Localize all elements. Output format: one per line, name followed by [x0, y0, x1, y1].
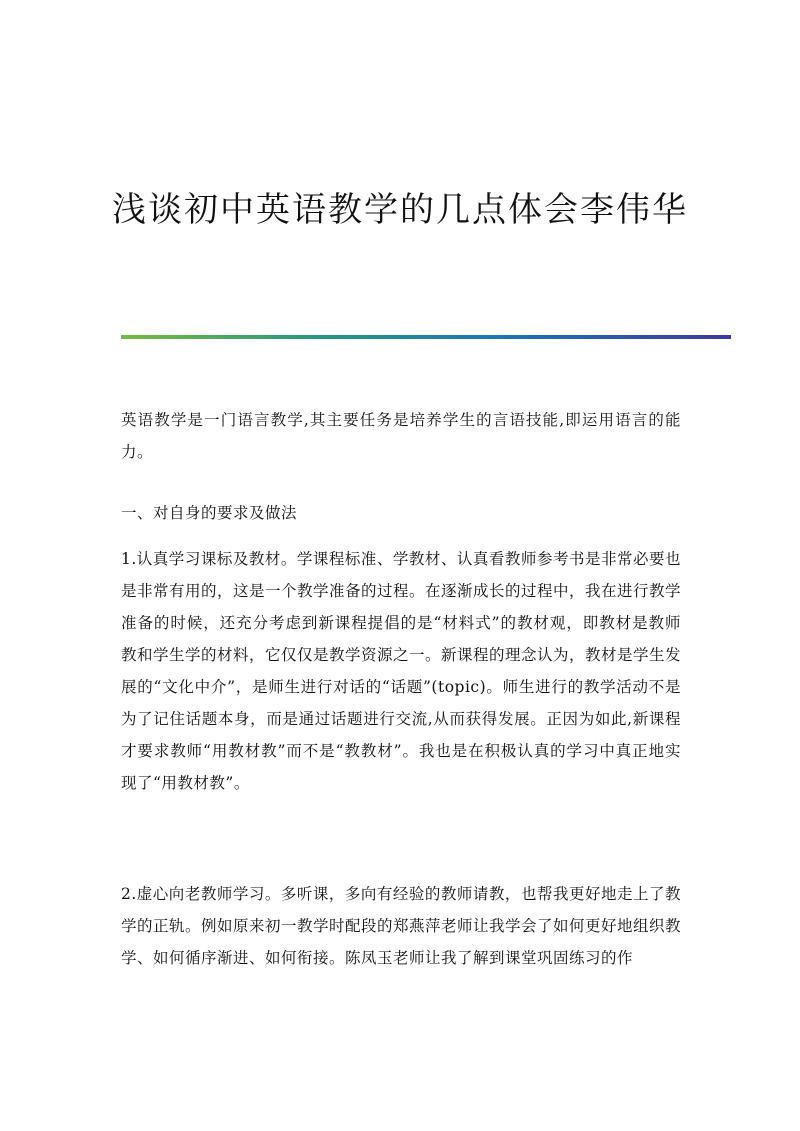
paragraph-item-1: 1.认真学习课标及教材。学课程标准、学教材、认真看教师参考书是非常必要也是非常有用的，这是一个教学准备的过程。在逐渐成长的过程中，我在进行教学准备的时候，还充分考虑到新课程提倡的是“材料式”的教材观，即教材是教师教和学生学的材料，它仅仅是教学资源之一。新课程的理念认为，教材是学生发展的“文化中介”，是师生进行对话的“话题”(topic)。师生进行的教学活动不是为了记住话题本身，而是通过话题进行交流,从而获得发展。正因为如此,新课程才要求教师“用教材教”而不是“教教材”。我也是在积极认真的学习中真正地实现了“用教材教”。: [121, 550, 682, 792]
title-divider: [121, 335, 731, 339]
document-title: 浅谈初中英语教学的几点体会李伟华: [112, 190, 688, 230]
section-heading: 一、对自身的要求及做法: [121, 504, 298, 522]
paragraph-item-2: 2.虚心向老教师学习。多听课，多向有经验的教师请教，也帮我更好地走上了教学的正轨。例如原来初一教学时配段的郑燕萍老师让我学会了如何更好地组织教学、如何循序渐进、如何衔接。陈凤玉老师让我了解到课堂巩固练习的作: [121, 885, 682, 967]
paragraph-intro: 英语教学是一门语言教学,其主要任务是培养学生的言语技能,即运用语言的能力。: [121, 411, 681, 461]
